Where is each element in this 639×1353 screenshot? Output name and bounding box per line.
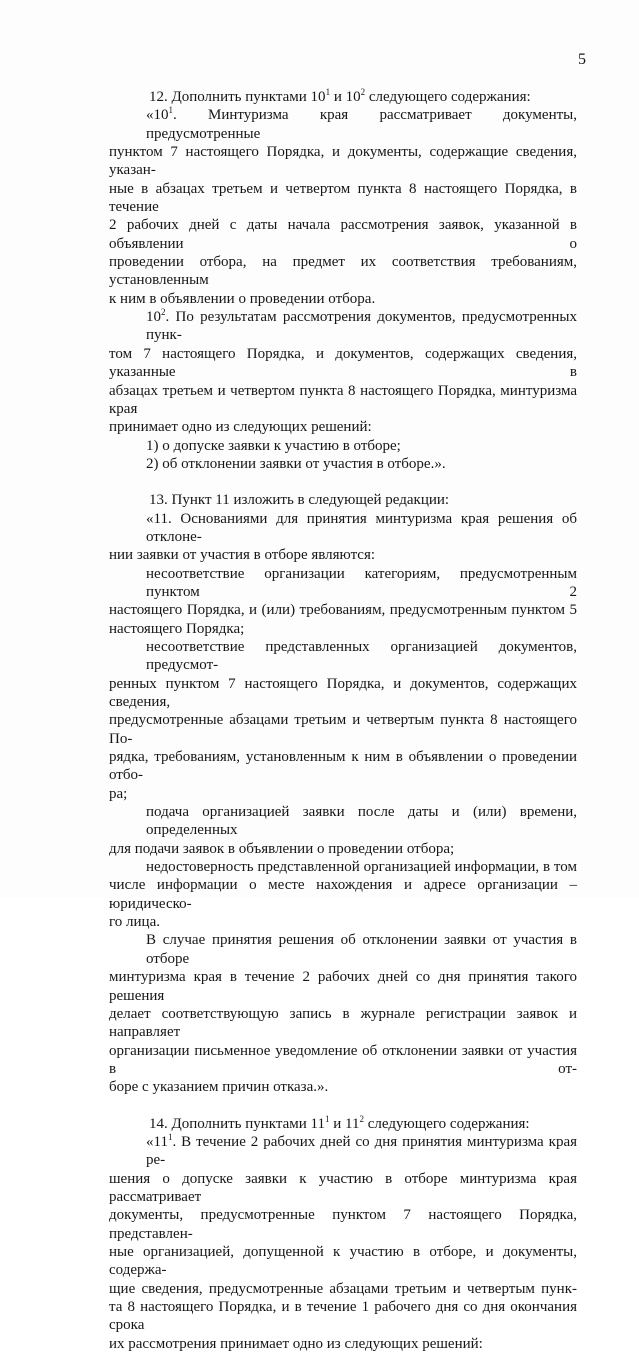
section-13-conclusion: В случае принятия решения об отклонении заявки от участия в отборе минтуризма края в течение 2 рабочих дней со дня принятия такого решения делает соответствующую запись в журнале регистрации заявок и направляет организации письменное уведомление об отклонении заявки от участия в от- боре с указанием причин отказа.». [109, 932, 577, 1096]
list-item: 2) об отклонении заявки от участия в отборе.». [146, 455, 446, 472]
section-12-paragraph-10-2: $10^2$. По результатам рассмотрения документов, предусмотренных пунк- том 7 настоящего Порядка, и документов, содержащих сведения, указанные в абзацах третьем и четвертом пункта 8 настоящего Порядка, минтуризма края принимает одно из следующих решений: [109, 307, 577, 436]
section-13-ground-1: несоответствие организации категориям, предусмотренным пунктом 2 настоящего Порядка, и (или) требованиям, предусмотренным пунктом 5 настоящего Порядка; [109, 565, 577, 637]
section-12-paragraph-10-1: «$10^1$. Минтуризма края рассматривает документы, предусмотренные пунктом 7 настоящего Порядка, и документы, содержащие сведения, указан- ные в абзацах третьем и четвертом пункта 8 настоящего Порядка, в течение 2 рабочих дней с даты начала рассмотрения заявок, указанной в объявлении о проведении отбора, на предмет их соответствия требованиям, установленным к ним в объявлении о проведении отбора. [109, 105, 577, 307]
section-14-paragraph-11-1: «$11^1$. В течение 2 рабочих дней со дня принятия минтуризма края ре- шения о допуске заявки к участию в отборе минтуризма края рассматривает документы, предусмотренные пунктом 7 настоящего Порядка, представлен- ные организацией, допущенной к участию в отборе, и документы, содержа- щие сведения, предусмотренные абзацами третьим и четвертым пунк- та 8 настоящего Порядка, и в течение 1 рабочего дня со дня окончания срока их рассмотрения принимает одно из следующих решений: [109, 1131, 577, 1352]
section-13-ground-4: недостоверность представленной организацией информации, в том числе информации о месте нахождения и адресе организации – юридическо- го лица. [109, 859, 577, 931]
section-14-heading: 14. Дополнить пунктами $11^1$ и $11^2$ следующего содержания: [149, 1113, 530, 1132]
document-body [109, 88, 577, 1353]
list-item: 1) о допуске заявки к участию в отборе; [146, 437, 401, 454]
section-13-ground-2: несоответствие представленных организацией документов, предусмот- ренных пунктом 7 настоящего Порядка, и документов, содержащих сведения, предусмотренные абзацами третьим и четвертым пункта 8 настоящего По- рядка, требованиям, установленным к ним в объявлении о проведении отбо- ра; [109, 638, 577, 802]
page-number: 5 [578, 51, 586, 68]
section-12-list [109, 437, 577, 474]
section-13-ground-3: подача организацией заявки после даты и (или) времени, определенных для подачи заявок в объявлении о проведении отбора; [109, 804, 577, 857]
section-12-heading: 12. Дополнить пунктами $10^1$ и $10^2$ следующего содержания: [149, 87, 531, 105]
section-13-heading: 13. Пункт 11 изложить в следующей редакции: [149, 492, 450, 509]
section-13-intro: «11. Основаниями для принятия минтуризма края решения об отклоне- нии заявки от участия в отборе являются: [109, 510, 577, 564]
